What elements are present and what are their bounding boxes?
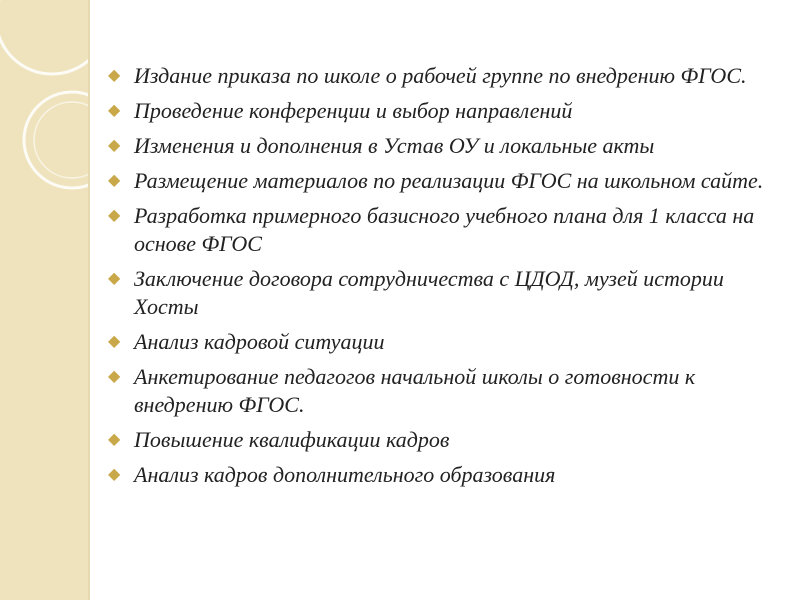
decorative-circles-graphic — [0, 0, 88, 600]
list-item-text: Проведение конференции и выбор направлений — [134, 98, 573, 123]
diamond-bullet-icon: ◆ — [108, 368, 121, 385]
list-item — [104, 97, 784, 125]
diamond-bullet-icon: ◆ — [108, 102, 121, 119]
diamond-bullet-icon: ◆ — [108, 137, 121, 154]
list-item-text: Разработка примерного базисного учебного плана для 1 класса на основе ФГОС — [134, 203, 755, 256]
diamond-bullet-icon: ◆ — [108, 431, 121, 448]
list-item — [104, 62, 784, 90]
list-item — [104, 328, 784, 356]
list-item-text: Издание приказа по школе о рабочей группе по внедрению ФГОС. — [134, 63, 747, 88]
diamond-bullet-icon: ◆ — [108, 466, 121, 483]
slide-content — [104, 62, 784, 496]
decorative-left-band — [0, 0, 88, 600]
list-item-text: Размещение материалов по реализации ФГОС на школьном сайте. — [134, 168, 764, 193]
list-item-text: Анализ кадровой ситуации — [134, 329, 385, 354]
list-item — [104, 202, 784, 258]
list-item-text: Заключение договора сотрудничества с ЦДОД, музей истории Хосты — [134, 266, 724, 319]
diamond-bullet-icon: ◆ — [108, 270, 121, 287]
diamond-bullet-icon: ◆ — [108, 67, 121, 84]
diamond-bullet-icon: ◆ — [108, 333, 121, 350]
bullet-list — [104, 62, 784, 489]
list-item-text: Анализ кадров дополнительного образования — [134, 462, 556, 487]
list-item — [104, 167, 784, 195]
list-item — [104, 426, 784, 454]
list-item — [104, 461, 784, 489]
list-item — [104, 132, 784, 160]
diamond-bullet-icon: ◆ — [108, 172, 121, 189]
list-item-text: Изменения и дополнения в Устав ОУ и локальные акты — [134, 133, 655, 158]
band-divider — [88, 0, 90, 600]
list-item-text: Повышение квалификации кадров — [134, 427, 450, 452]
list-item — [104, 265, 784, 321]
list-item-text: Анкетирование педагогов начальной школы о готовности к внедрению ФГОС. — [134, 364, 696, 417]
list-item — [104, 363, 784, 419]
diamond-bullet-icon: ◆ — [108, 207, 121, 224]
